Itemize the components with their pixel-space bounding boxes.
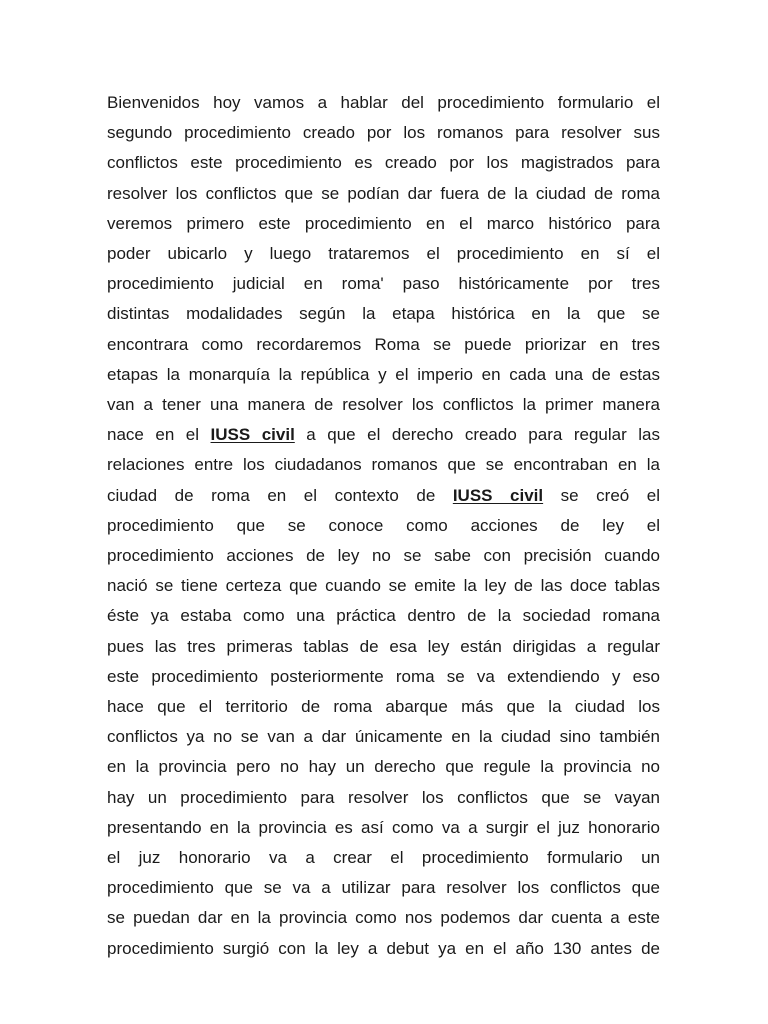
text-line [107,481,660,511]
text-line: nació se tiene certeza que cuando se emite la ley de las doce tablas [107,576,660,596]
text-segment: ciudad de roma en el contexto de [107,485,453,505]
text-line: hace que el territorio de roma abarque más que la ciudad los [107,697,661,717]
text-line: se puedan dar en la provincia como nos podemos dar cuenta a este [107,908,660,928]
text-line: este procedimiento posteriormente roma se va extendiendo y eso [107,666,660,686]
text-line: veremos primero este procedimiento en el marco histórico para [107,213,660,233]
text-line: el juz honorario va a crear el procedimiento formulario un [107,848,660,868]
text-line: relaciones entre los ciudadanos romanos que se encontraban en la [107,455,660,475]
text-segment: nace en el [107,425,211,445]
text-line: hay un procedimiento para resolver los conflictos que se vayan [107,787,660,807]
text-line: resolver los conflictos que se podían dar fuera de la ciudad de roma [107,183,660,203]
text-line: presentando en la provincia es así como va a surgir el juz honorario [107,817,660,837]
text-line: procedimiento acciones de ley no se sabe con precisión cuando [107,546,660,566]
text-line: segundo procedimiento creado por los romanos para resolver sus [107,123,660,143]
text-line: éste ya estaba como una práctica dentro de la sociedad romana [107,606,660,626]
text-line: poder ubicarlo y luego trataremos el procedimiento en sí el [107,244,660,264]
keyword-iuss-civil: IUSS civil [210,425,295,445]
text-line: en la provincia pero no hay un derecho que regule la provincia no [107,757,660,777]
text-line: van a tener una manera de resolver los conflictos la primer manera [107,395,660,415]
text-line [107,420,660,450]
text-line: procedimiento surgió con la ley a debut ya en el año 130 antes de [107,938,660,958]
text-line: procedimiento que se conoce como acciones de ley el [107,515,660,535]
text-line: conflictos este procedimiento es creado por los magistrados para [107,153,660,173]
text-line: Bienvenidos hoy vamos a hablar del procedimiento formulario el [107,93,661,112]
text-line: procedimiento que se va a utilizar para resolver los conflictos que [107,878,661,898]
text-line: conflictos ya no se van a dar únicamente en la ciudad sino también [107,727,660,747]
text-line: procedimiento judicial en roma' paso históricamente por tres [107,274,660,294]
body-paragraph [107,88,660,964]
keyword-iuss-civil: IUSS civil [452,485,544,505]
text-line: pues las tres primeras tablas de esa ley están dirigidas a regular [107,636,660,656]
text-line: distintas modalidades según la etapa histórica en la que se [107,304,660,324]
text-segment: a que el derecho creado para regular las [294,425,660,445]
text-segment: se creó el [543,485,660,505]
text-line: encontrara como recordaremos Roma se puede priorizar en tres [107,334,660,354]
text-line: etapas la monarquía la república y el imperio en cada una de estas [107,364,661,384]
